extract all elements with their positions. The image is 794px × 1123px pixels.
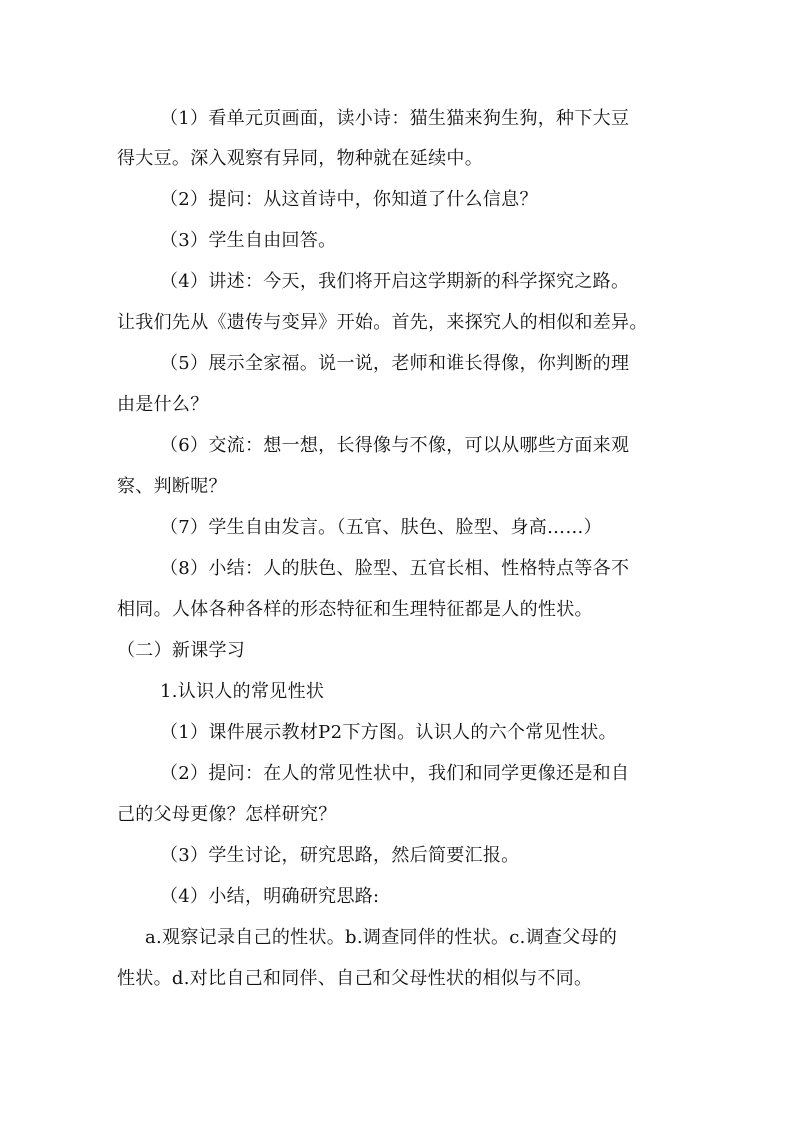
paragraph-line: （4）小结，明确研究思路: (160, 886, 380, 907)
paragraph-line: （3）学生讨论，研究思路，然后简要汇报。 (160, 845, 520, 866)
paragraph-line: 由是什么？ (117, 394, 209, 415)
subsection-heading: 1.认识人的常见性状 (160, 681, 325, 702)
paragraph-line: （2）提问：从这首诗中，你知道了什么信息？ (160, 189, 538, 210)
paragraph-line: 性状。d.对比自己和同伴、自己和父母性状的相似与不同。 (117, 968, 593, 989)
paragraph-line: （6）交流：想一想，长得像与不像，可以从哪些方面来观 (160, 435, 630, 456)
paragraph-line: （1）看单元页画面，读小诗：猫生猫来狗生狗，种下大豆 (160, 108, 630, 129)
paragraph-line: （5）展示全家福。说一说，老师和谁长得像，你判断的理 (160, 353, 630, 374)
paragraph-line: 得大豆。深入观察有异同，物种就在延续中。 (117, 148, 483, 169)
paragraph-line: （1）课件展示教材P2下方图。认识人的六个常见性状。 (160, 722, 617, 743)
paragraph-line: a.观察记录自己的性状。b.调查同伴的性状。c.调查父母的 (145, 927, 618, 948)
section-heading: （二）新课学习 (117, 640, 246, 661)
paragraph-line: （8）小结：人的肤色、脸型、五官长相、性格特点等各不 (160, 558, 630, 579)
paragraph-line: （2）提问：在人的常见性状中，我们和同学更像还是和自 (160, 763, 630, 784)
paragraph-line: （3）学生自由回答。 (160, 230, 337, 251)
paragraph-line: （4）讲述：今天，我们将开启这学期新的科学探究之路。 (160, 271, 630, 292)
paragraph-line: 相同。人体各种各样的形态特征和生理特征都是人的性状。 (117, 599, 593, 620)
paragraph-line: （7）学生自由发言。（五官、肤色、脸型、身高……） (160, 517, 602, 538)
paragraph-line: 察、判断呢？ (117, 476, 227, 497)
paragraph-line: 己的父母更像？怎样研究？ (117, 804, 337, 825)
paragraph-line: 让我们先从《遗传与变异》开始。首先，来探究人的相似和差异。 (117, 312, 648, 333)
